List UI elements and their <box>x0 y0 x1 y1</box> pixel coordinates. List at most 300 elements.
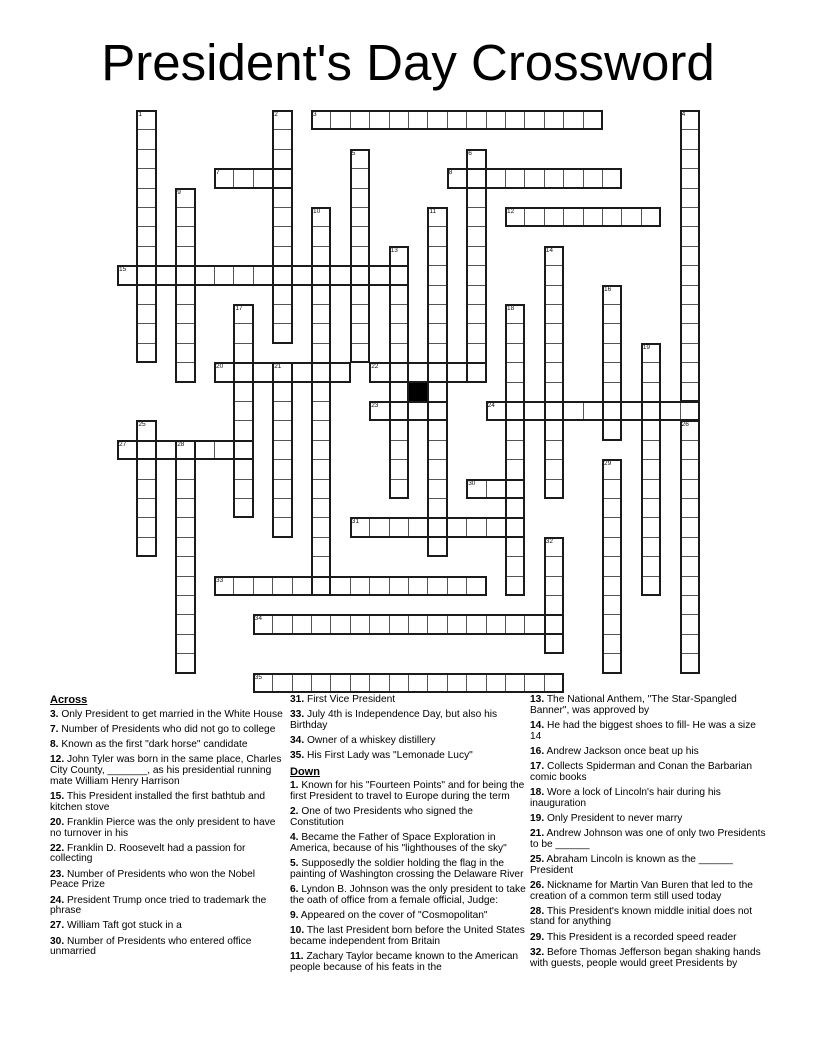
grid-cell[interactable] <box>427 440 447 460</box>
grid-cell[interactable] <box>621 207 641 227</box>
grid-cell[interactable] <box>466 479 486 499</box>
grid-cell[interactable] <box>427 517 447 537</box>
grid-cell[interactable] <box>466 226 486 246</box>
grid-cell[interactable] <box>505 459 525 479</box>
grid-cell[interactable] <box>641 343 661 363</box>
grid-cell[interactable] <box>641 362 661 382</box>
grid-cell[interactable] <box>602 517 622 537</box>
grid-cell[interactable] <box>350 188 370 208</box>
grid-cell[interactable] <box>292 265 312 285</box>
grid-cell[interactable] <box>253 265 273 285</box>
grid-cell[interactable] <box>621 401 641 421</box>
grid-cell[interactable] <box>330 576 350 596</box>
grid-cell[interactable] <box>389 285 409 305</box>
grid-cell[interactable] <box>408 110 428 130</box>
grid-cell[interactable] <box>272 265 292 285</box>
grid-cell[interactable] <box>311 226 331 246</box>
grid-cell[interactable] <box>369 673 389 693</box>
grid-cell[interactable] <box>680 498 700 518</box>
grid-cell[interactable] <box>602 653 622 673</box>
grid-cell[interactable] <box>253 614 273 634</box>
grid-cell[interactable] <box>272 401 292 421</box>
grid-cell[interactable] <box>408 614 428 634</box>
grid-cell[interactable] <box>680 595 700 615</box>
grid-cell[interactable] <box>544 576 564 596</box>
grid-cell[interactable] <box>641 576 661 596</box>
grid-cell[interactable] <box>311 265 331 285</box>
grid-cell[interactable] <box>602 304 622 324</box>
grid-cell[interactable] <box>486 110 506 130</box>
grid-cell[interactable] <box>175 634 195 654</box>
grid-cell[interactable] <box>680 246 700 266</box>
grid-cell[interactable] <box>602 614 622 634</box>
grid-cell[interactable] <box>524 207 544 227</box>
grid-cell[interactable] <box>505 420 525 440</box>
grid-cell[interactable] <box>427 614 447 634</box>
grid-cell[interactable] <box>389 459 409 479</box>
grid-cell[interactable] <box>680 188 700 208</box>
grid-cell[interactable] <box>175 207 195 227</box>
grid-cell[interactable] <box>136 168 156 188</box>
grid-cell[interactable] <box>311 420 331 440</box>
grid-cell[interactable] <box>544 614 564 634</box>
grid-cell[interactable] <box>389 110 409 130</box>
grid-cell[interactable] <box>408 401 428 421</box>
grid-cell[interactable] <box>136 343 156 363</box>
grid-cell[interactable] <box>524 168 544 188</box>
grid-cell[interactable] <box>602 556 622 576</box>
grid-cell[interactable] <box>136 517 156 537</box>
grid-cell[interactable] <box>136 537 156 557</box>
grid-cell[interactable] <box>505 498 525 518</box>
grid-cell[interactable] <box>389 440 409 460</box>
grid-cell[interactable] <box>602 537 622 557</box>
grid-cell[interactable] <box>466 362 486 382</box>
grid-cell[interactable] <box>272 362 292 382</box>
grid-cell[interactable] <box>680 110 700 130</box>
grid-cell[interactable] <box>253 576 273 596</box>
grid-cell[interactable] <box>505 537 525 557</box>
grid-cell[interactable] <box>486 401 506 421</box>
grid-cell[interactable] <box>311 556 331 576</box>
grid-cell[interactable] <box>175 285 195 305</box>
grid-cell[interactable] <box>544 634 564 654</box>
grid-cell[interactable] <box>544 343 564 363</box>
grid-cell[interactable] <box>233 420 253 440</box>
grid-cell[interactable] <box>195 265 215 285</box>
grid-cell[interactable] <box>136 110 156 130</box>
grid-cell[interactable] <box>272 420 292 440</box>
grid-cell[interactable] <box>427 265 447 285</box>
grid-cell[interactable] <box>427 285 447 305</box>
grid-cell[interactable] <box>447 362 467 382</box>
grid-cell[interactable] <box>389 673 409 693</box>
grid-cell[interactable] <box>408 673 428 693</box>
grid-cell[interactable] <box>330 110 350 130</box>
grid-cell[interactable] <box>136 149 156 169</box>
grid-cell[interactable] <box>272 246 292 266</box>
grid-cell[interactable] <box>544 440 564 460</box>
grid-cell[interactable] <box>524 110 544 130</box>
grid-cell[interactable] <box>602 576 622 596</box>
grid-cell[interactable] <box>408 576 428 596</box>
grid-cell[interactable] <box>602 382 622 402</box>
grid-cell[interactable] <box>544 207 564 227</box>
grid-cell[interactable] <box>563 110 583 130</box>
grid-cell[interactable] <box>602 401 622 421</box>
grid-cell[interactable] <box>175 304 195 324</box>
grid-cell[interactable] <box>272 459 292 479</box>
grid-cell[interactable] <box>350 673 370 693</box>
grid-cell[interactable] <box>505 168 525 188</box>
grid-cell[interactable] <box>311 537 331 557</box>
grid-cell[interactable] <box>680 323 700 343</box>
grid-cell[interactable] <box>466 149 486 169</box>
grid-cell[interactable] <box>466 614 486 634</box>
grid-cell[interactable] <box>447 614 467 634</box>
grid-cell[interactable] <box>583 207 603 227</box>
grid-cell[interactable] <box>505 479 525 499</box>
grid-cell[interactable] <box>272 576 292 596</box>
grid-cell[interactable] <box>466 285 486 305</box>
grid-cell[interactable] <box>486 673 506 693</box>
grid-cell[interactable] <box>350 168 370 188</box>
grid-cell[interactable] <box>350 517 370 537</box>
grid-cell[interactable] <box>136 265 156 285</box>
grid-cell[interactable] <box>641 537 661 557</box>
grid-cell[interactable] <box>136 459 156 479</box>
grid-cell[interactable] <box>136 440 156 460</box>
grid-cell[interactable] <box>466 168 486 188</box>
grid-cell[interactable] <box>253 673 273 693</box>
grid-cell[interactable] <box>602 207 622 227</box>
grid-cell[interactable] <box>641 517 661 537</box>
grid-cell[interactable] <box>156 440 176 460</box>
grid-cell[interactable] <box>350 149 370 169</box>
grid-cell[interactable] <box>214 576 234 596</box>
grid-cell[interactable] <box>466 304 486 324</box>
grid-cell[interactable] <box>680 285 700 305</box>
grid-cell[interactable] <box>389 401 409 421</box>
grid-cell[interactable] <box>641 440 661 460</box>
grid-cell[interactable] <box>389 420 409 440</box>
grid-cell[interactable] <box>505 207 525 227</box>
grid-cell[interactable] <box>602 634 622 654</box>
grid-cell[interactable] <box>253 362 273 382</box>
grid-cell[interactable] <box>350 323 370 343</box>
grid-cell[interactable] <box>544 323 564 343</box>
grid-cell[interactable] <box>427 479 447 499</box>
grid-cell[interactable] <box>272 149 292 169</box>
grid-cell[interactable] <box>505 576 525 596</box>
grid-cell[interactable] <box>311 362 331 382</box>
grid-cell[interactable] <box>233 440 253 460</box>
grid-cell[interactable] <box>175 246 195 266</box>
grid-cell[interactable] <box>369 110 389 130</box>
grid-cell[interactable] <box>466 265 486 285</box>
grid-cell[interactable] <box>330 673 350 693</box>
grid-cell[interactable] <box>544 362 564 382</box>
grid-cell[interactable] <box>680 576 700 596</box>
grid-cell[interactable] <box>680 614 700 634</box>
grid-cell[interactable] <box>447 110 467 130</box>
grid-cell[interactable] <box>641 556 661 576</box>
grid-cell[interactable] <box>175 226 195 246</box>
grid-cell[interactable] <box>544 382 564 402</box>
grid-cell[interactable] <box>505 517 525 537</box>
grid-cell[interactable] <box>524 673 544 693</box>
grid-cell[interactable] <box>680 479 700 499</box>
grid-cell[interactable] <box>350 614 370 634</box>
grid-cell[interactable] <box>466 517 486 537</box>
grid-cell[interactable] <box>272 168 292 188</box>
grid-cell[interactable] <box>505 673 525 693</box>
grid-cell[interactable] <box>427 401 447 421</box>
grid-cell[interactable] <box>466 110 486 130</box>
grid-cell[interactable] <box>272 304 292 324</box>
grid-cell[interactable] <box>680 226 700 246</box>
grid-cell[interactable] <box>641 479 661 499</box>
grid-cell[interactable] <box>427 323 447 343</box>
grid-cell[interactable] <box>136 304 156 324</box>
grid-cell[interactable] <box>602 459 622 479</box>
grid-cell[interactable] <box>233 323 253 343</box>
grid-cell[interactable] <box>427 459 447 479</box>
grid-cell[interactable] <box>233 382 253 402</box>
grid-cell[interactable] <box>214 440 234 460</box>
grid-cell[interactable] <box>311 673 331 693</box>
grid-cell[interactable] <box>292 362 312 382</box>
grid-cell[interactable] <box>214 265 234 285</box>
grid-cell[interactable] <box>486 517 506 537</box>
grid-cell[interactable] <box>156 265 176 285</box>
grid-cell[interactable] <box>544 479 564 499</box>
grid-cell[interactable] <box>680 343 700 363</box>
grid-cell[interactable] <box>272 498 292 518</box>
grid-cell[interactable] <box>389 265 409 285</box>
grid-cell[interactable] <box>680 440 700 460</box>
grid-cell[interactable] <box>427 226 447 246</box>
grid-cell[interactable] <box>427 207 447 227</box>
grid-cell[interactable] <box>311 479 331 499</box>
grid-cell[interactable] <box>233 304 253 324</box>
grid-cell[interactable] <box>136 285 156 305</box>
grid-cell[interactable] <box>330 614 350 634</box>
grid-cell[interactable] <box>175 653 195 673</box>
grid-cell[interactable] <box>466 673 486 693</box>
grid-cell[interactable] <box>330 362 350 382</box>
grid-cell[interactable] <box>117 265 137 285</box>
grid-cell[interactable] <box>680 149 700 169</box>
grid-cell[interactable] <box>175 265 195 285</box>
grid-cell[interactable] <box>389 517 409 537</box>
grid-cell[interactable] <box>505 323 525 343</box>
grid-cell[interactable] <box>175 459 195 479</box>
grid-cell[interactable] <box>544 401 564 421</box>
grid-cell[interactable] <box>544 110 564 130</box>
grid-cell[interactable] <box>427 304 447 324</box>
grid-cell[interactable] <box>389 614 409 634</box>
grid-cell[interactable] <box>524 614 544 634</box>
grid-cell[interactable] <box>389 362 409 382</box>
grid-cell[interactable] <box>427 246 447 266</box>
grid-cell[interactable] <box>427 362 447 382</box>
grid-cell[interactable] <box>350 207 370 227</box>
grid-cell[interactable] <box>311 285 331 305</box>
grid-cell[interactable] <box>292 576 312 596</box>
grid-cell[interactable] <box>427 343 447 363</box>
grid-cell[interactable] <box>544 285 564 305</box>
grid-cell[interactable] <box>680 265 700 285</box>
grid-cell[interactable] <box>680 459 700 479</box>
grid-cell[interactable] <box>350 246 370 266</box>
grid-cell[interactable] <box>447 517 467 537</box>
grid-cell[interactable] <box>233 362 253 382</box>
grid-cell[interactable] <box>486 168 506 188</box>
grid-cell[interactable] <box>233 265 253 285</box>
grid-cell[interactable] <box>350 304 370 324</box>
grid-cell[interactable] <box>233 401 253 421</box>
grid-cell[interactable] <box>466 323 486 343</box>
grid-cell[interactable] <box>233 479 253 499</box>
grid-cell[interactable] <box>311 459 331 479</box>
grid-cell[interactable] <box>311 246 331 266</box>
grid-cell[interactable] <box>311 576 331 596</box>
grid-cell[interactable] <box>311 440 331 460</box>
grid-cell[interactable] <box>544 537 564 557</box>
grid-cell[interactable] <box>680 207 700 227</box>
grid-cell[interactable] <box>602 343 622 363</box>
grid-cell[interactable] <box>427 420 447 440</box>
grid-cell[interactable] <box>544 673 564 693</box>
grid-cell[interactable] <box>253 168 273 188</box>
grid-cell[interactable] <box>602 323 622 343</box>
grid-cell[interactable] <box>175 498 195 518</box>
grid-cell[interactable] <box>136 420 156 440</box>
grid-cell[interactable] <box>544 595 564 615</box>
grid-cell[interactable] <box>311 401 331 421</box>
grid-cell[interactable] <box>311 498 331 518</box>
grid-cell[interactable] <box>175 440 195 460</box>
grid-cell[interactable] <box>602 362 622 382</box>
grid-cell[interactable] <box>544 168 564 188</box>
grid-cell[interactable] <box>544 459 564 479</box>
grid-cell[interactable] <box>214 362 234 382</box>
grid-cell[interactable] <box>175 323 195 343</box>
grid-cell[interactable] <box>175 537 195 557</box>
grid-cell[interactable] <box>272 479 292 499</box>
grid-cell[interactable] <box>272 129 292 149</box>
grid-cell[interactable] <box>350 226 370 246</box>
grid-cell[interactable] <box>505 304 525 324</box>
grid-cell[interactable] <box>680 556 700 576</box>
grid-cell[interactable] <box>233 498 253 518</box>
grid-cell[interactable] <box>486 479 506 499</box>
grid-cell[interactable] <box>369 401 389 421</box>
grid-cell[interactable] <box>136 479 156 499</box>
grid-cell[interactable] <box>680 537 700 557</box>
grid-cell[interactable] <box>272 285 292 305</box>
grid-cell[interactable] <box>466 576 486 596</box>
grid-cell[interactable] <box>136 129 156 149</box>
grid-cell[interactable] <box>389 246 409 266</box>
grid-cell[interactable] <box>136 246 156 266</box>
grid-cell[interactable] <box>524 401 544 421</box>
grid-cell[interactable] <box>330 265 350 285</box>
grid-cell[interactable] <box>311 207 331 227</box>
grid-cell[interactable] <box>427 110 447 130</box>
grid-cell[interactable] <box>233 459 253 479</box>
grid-cell[interactable] <box>272 188 292 208</box>
grid-cell[interactable] <box>408 517 428 537</box>
grid-cell[interactable] <box>641 459 661 479</box>
grid-cell[interactable] <box>427 576 447 596</box>
grid-cell[interactable] <box>311 304 331 324</box>
grid-cell[interactable] <box>272 673 292 693</box>
grid-cell[interactable] <box>389 343 409 363</box>
grid-cell[interactable] <box>408 362 428 382</box>
grid-cell[interactable] <box>272 517 292 537</box>
grid-cell[interactable] <box>389 304 409 324</box>
grid-cell[interactable] <box>311 323 331 343</box>
grid-cell[interactable] <box>136 188 156 208</box>
grid-cell[interactable] <box>369 614 389 634</box>
grid-cell[interactable] <box>389 479 409 499</box>
grid-cell[interactable] <box>680 517 700 537</box>
grid-cell[interactable] <box>427 498 447 518</box>
grid-cell[interactable] <box>427 537 447 557</box>
grid-cell[interactable] <box>272 207 292 227</box>
grid-cell[interactable] <box>175 556 195 576</box>
grid-cell[interactable] <box>544 556 564 576</box>
grid-cell[interactable] <box>292 673 312 693</box>
grid-cell[interactable] <box>369 576 389 596</box>
grid-cell[interactable] <box>505 556 525 576</box>
grid-cell[interactable] <box>602 420 622 440</box>
grid-cell[interactable] <box>563 168 583 188</box>
grid-cell[interactable] <box>311 614 331 634</box>
grid-cell[interactable] <box>427 382 447 402</box>
grid-cell[interactable] <box>583 110 603 130</box>
grid-cell[interactable] <box>641 401 661 421</box>
grid-cell[interactable] <box>136 498 156 518</box>
grid-cell[interactable] <box>680 420 700 440</box>
grid-cell[interactable] <box>563 401 583 421</box>
grid-cell[interactable] <box>369 362 389 382</box>
grid-cell[interactable] <box>175 479 195 499</box>
grid-cell[interactable] <box>466 207 486 227</box>
grid-cell[interactable] <box>680 362 700 382</box>
grid-cell[interactable] <box>233 576 253 596</box>
grid-cell[interactable] <box>292 614 312 634</box>
grid-cell[interactable] <box>272 614 292 634</box>
grid-cell[interactable] <box>350 343 370 363</box>
grid-cell[interactable] <box>466 343 486 363</box>
grid-cell[interactable] <box>369 517 389 537</box>
grid-cell[interactable] <box>641 382 661 402</box>
grid-cell[interactable] <box>680 129 700 149</box>
grid-cell[interactable] <box>427 673 447 693</box>
grid-cell[interactable] <box>447 673 467 693</box>
grid-cell[interactable] <box>486 614 506 634</box>
grid-cell[interactable] <box>389 576 409 596</box>
grid-cell[interactable] <box>680 168 700 188</box>
grid-cell[interactable] <box>311 382 331 402</box>
grid-cell[interactable] <box>272 382 292 402</box>
grid-cell[interactable] <box>466 188 486 208</box>
grid-cell[interactable] <box>350 576 370 596</box>
grid-cell[interactable] <box>447 168 467 188</box>
